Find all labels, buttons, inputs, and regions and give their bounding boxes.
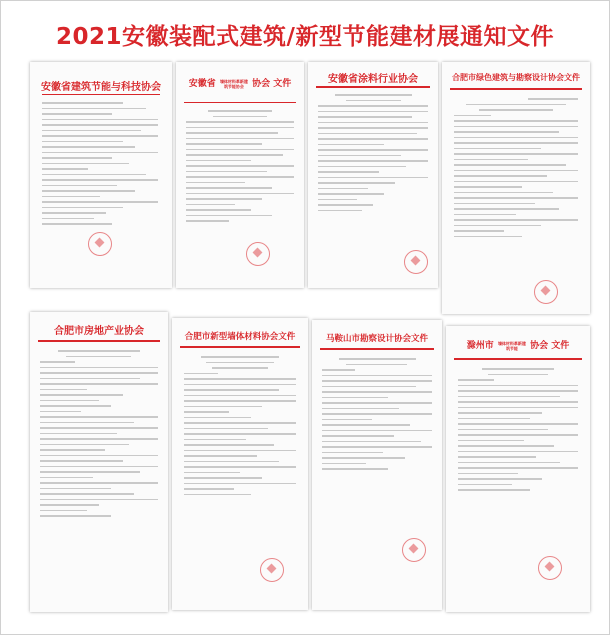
document-header	[176, 76, 304, 89]
header-divider	[42, 94, 160, 95]
red-seal	[88, 232, 112, 256]
header-divider	[38, 340, 160, 342]
document-hefei-new-wall-material-association	[172, 318, 308, 610]
document-wall-material-association	[176, 62, 304, 288]
document-body-text	[186, 110, 294, 226]
header-prefix: 安徽省	[188, 79, 216, 89]
header-suffix: 协会 文件	[252, 79, 292, 89]
document-hefei-real-estate-association	[30, 312, 168, 612]
red-seal	[534, 280, 558, 304]
header-divider	[454, 358, 582, 360]
document-body-text	[42, 102, 158, 229]
document-hefei-green-building-association	[442, 62, 590, 314]
document-body-text	[318, 94, 428, 215]
document-header: 合肥市新型墙体材料协会文件	[184, 332, 296, 342]
header-divider	[320, 348, 434, 350]
header-prefix: 滁州市	[466, 341, 494, 351]
document-header: 合肥市房地产业协会	[54, 326, 144, 337]
red-seal	[538, 556, 562, 580]
document-header: 马鞍山市勘察设计协会文件	[325, 334, 428, 344]
red-seal	[260, 558, 284, 582]
red-seal	[246, 242, 270, 266]
header-divider	[316, 86, 430, 88]
document-header: 合肥市绿色建筑与勘察设计协会文件	[452, 72, 580, 82]
document-body-text	[454, 98, 578, 241]
document-body-text	[40, 350, 158, 521]
header-divider	[180, 346, 300, 348]
document-body-text	[458, 368, 578, 495]
document-body-text	[322, 358, 432, 474]
header-divider	[184, 102, 296, 103]
header-suffix: 协会 文件	[530, 341, 570, 351]
document-header: 安徽省建筑节能与科技协会	[41, 82, 161, 93]
header-divider	[450, 88, 582, 90]
document-header	[446, 338, 590, 351]
document-body-text	[184, 356, 296, 499]
header-small: 墙体材料革新建筑节能	[497, 340, 526, 351]
document-building-energy-tech-association	[30, 62, 172, 288]
red-seal	[404, 250, 428, 274]
red-seal	[402, 538, 426, 562]
page-title: 2021安徽装配式建筑/新型节能建材展通知文件	[56, 24, 554, 50]
document-header: 安徽省涂料行业协会	[328, 74, 418, 85]
document-coatings-industry-association	[308, 62, 438, 288]
header-small: 墙体材料革新建筑节能协会	[219, 78, 248, 89]
document-maanshan-survey-design-association	[312, 320, 442, 610]
document-chuzhou-wall-material-association	[446, 326, 590, 612]
